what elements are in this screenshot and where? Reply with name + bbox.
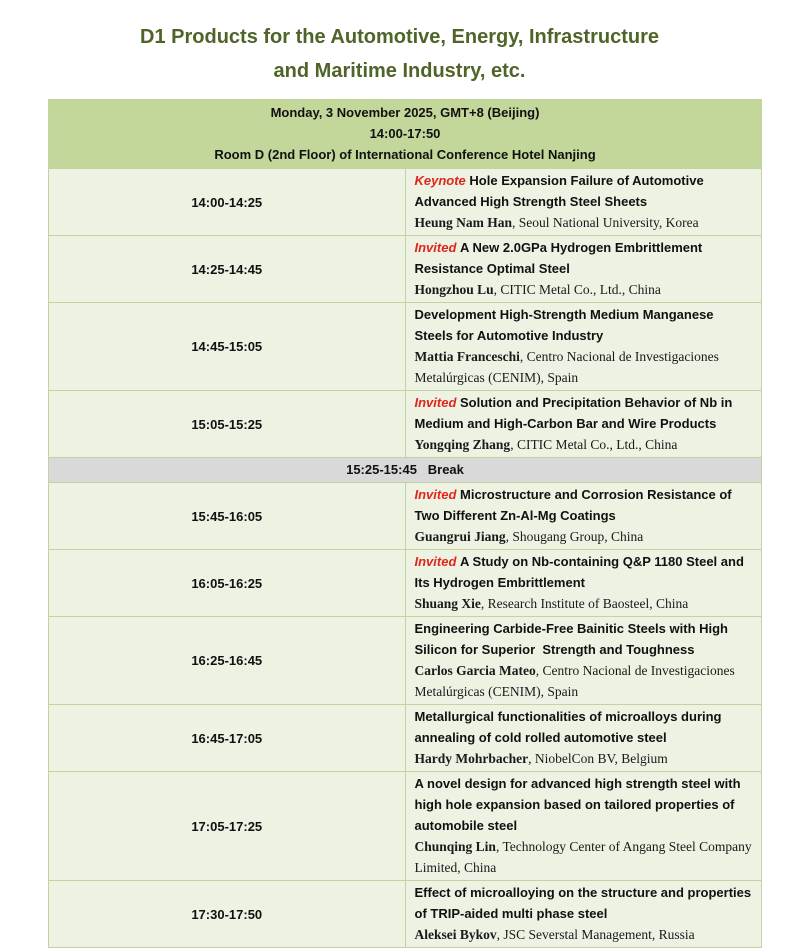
session-header-row — [49, 100, 762, 169]
table-row — [49, 705, 762, 772]
speaker-affiliation: , Centro Nacional de Investigaciones Metalúrgicas (CENIM), Spain — [414, 663, 735, 699]
speaker-name: Hongzhou Lu — [414, 282, 494, 297]
talk-title — [415, 618, 756, 660]
table-row — [49, 550, 762, 617]
session-header-cell — [49, 100, 762, 169]
table-row — [49, 391, 762, 458]
talk-speaker-line — [415, 593, 756, 614]
page-title — [0, 20, 799, 88]
talk-title-text: A New 2.0GPa Hydrogen Embrittlement Resistance Optimal Steel — [414, 240, 706, 276]
speaker-affiliation: , Research Institute of Baosteel, China — [480, 596, 689, 611]
talk-title — [415, 706, 756, 748]
talk-time: 15:05-15:25 — [49, 391, 406, 458]
speaker-name: Aleksei Bykov — [414, 927, 497, 942]
talk-tag: Invited — [414, 487, 461, 502]
table-row — [49, 772, 762, 881]
schedule-table — [48, 99, 762, 948]
speaker-name: Shuang Xie — [414, 596, 481, 611]
table-row — [49, 617, 762, 705]
talk-speaker-line — [415, 836, 756, 878]
talk-title — [415, 773, 756, 836]
talk-time: 17:30-17:50 — [49, 881, 406, 948]
talk-speaker-line — [415, 660, 756, 702]
session-room: Room D (2nd Floor) of International Conference Hotel Nanjing — [214, 147, 596, 162]
talk-time: 17:05-17:25 — [49, 772, 406, 881]
speaker-name: Heung Nam Han — [414, 215, 513, 230]
talk-title-text: Engineering Carbide-Free Bainitic Steels with High Silicon for Superior Strength and Toughness — [414, 621, 732, 657]
talk-time: 15:45-16:05 — [49, 483, 406, 550]
talk-speaker-line — [415, 434, 756, 455]
talk-speaker-line — [415, 748, 756, 769]
talk-time: 16:45-17:05 — [49, 705, 406, 772]
schedule-container — [48, 99, 762, 948]
speaker-name: Carlos Garcia Mateo — [414, 663, 536, 678]
talk-time: 16:25-16:45 — [49, 617, 406, 705]
talk-title — [415, 551, 756, 593]
page-title-line2: and Maritime Industry, etc. — [273, 60, 526, 82]
table-row — [49, 169, 762, 236]
talk-speaker-line — [415, 346, 756, 388]
talk-title — [415, 392, 756, 434]
speaker-affiliation: , JSC Severstal Management, Russia — [496, 927, 695, 942]
talk-time: 14:45-15:05 — [49, 303, 406, 391]
speaker-affiliation: , Centro Nacional de Investigaciones Metalúrgicas (CENIM), Spain — [414, 349, 719, 385]
talk-title-text: Metallurgical functionalities of microalloys during annealing of cold rolled automotive steel — [414, 709, 726, 745]
table-row — [49, 303, 762, 391]
talk-title-text: A novel design for advanced high strength steel with high hole expansion based on tailored properties of automobile steel — [414, 776, 745, 833]
speaker-affiliation: , NiobelCon BV, Belgium — [528, 751, 668, 766]
talk-time: 16:05-16:25 — [49, 550, 406, 617]
speaker-affiliation: , CITIC Metal Co., Ltd., China — [510, 437, 678, 452]
talk-title — [415, 304, 756, 346]
session-date: Monday, 3 November 2025, GMT+8 (Beijing) — [270, 105, 540, 120]
talk-speaker-line — [415, 212, 756, 233]
talk-title-text: Hole Expansion Failure of Automotive Advanced High Strength Steel Sheets — [414, 173, 707, 209]
speaker-affiliation: , Seoul National University, Korea — [512, 215, 699, 230]
speaker-name: Guangrui Jiang — [414, 529, 506, 544]
talk-title — [415, 170, 756, 212]
speaker-affiliation: , Technology Center of Angang Steel Company Limited, China — [414, 839, 752, 875]
talk-time: 14:00-14:25 — [49, 169, 406, 236]
table-row — [49, 881, 762, 948]
talk-time: 14:25-14:45 — [49, 236, 406, 303]
talk-speaker-line — [415, 279, 756, 300]
speaker-name: Mattia Franceschi — [414, 349, 520, 364]
talk-title-text: Effect of microalloying on the structure and properties of TRIP-aided multi phase steel — [414, 885, 755, 921]
talk-title-text: Microstructure and Corrosion Resistance of Two Different Zn-Al-Mg Coatings — [414, 487, 736, 523]
talk-tag: Invited — [414, 240, 461, 255]
table-row — [49, 236, 762, 303]
talk-title — [415, 484, 756, 526]
talk-tag: Keynote — [414, 173, 470, 188]
session-time-range: 14:00-17:50 — [369, 126, 441, 141]
page-title-line1: D1 Products for the Automotive, Energy, Infrastructure — [140, 26, 659, 48]
speaker-affiliation: , CITIC Metal Co., Ltd., China — [493, 282, 661, 297]
talk-tag: Invited — [414, 554, 461, 569]
table-row — [49, 483, 762, 550]
break-label: 15:25-15:45 Break — [49, 458, 762, 483]
talk-title-text: A Study on Nb-containing Q&P 1180 Steel and Its Hydrogen Embrittlement — [414, 554, 748, 590]
talk-speaker-line — [415, 526, 756, 547]
talk-title — [415, 882, 756, 924]
speaker-name: Chunqing Lin — [414, 839, 496, 854]
speaker-name: Hardy Mohrbacher — [414, 751, 529, 766]
break-row — [49, 458, 762, 483]
speaker-affiliation: , Shougang Group, China — [505, 529, 644, 544]
talk-title — [415, 237, 756, 279]
talk-tag: Invited — [414, 395, 461, 410]
talk-title-text: Solution and Precipitation Behavior of Nb in Medium and High-Carbon Bar and Wire Products — [414, 395, 736, 431]
talk-title-text: Development High-Strength Medium Manganese Steels for Automotive Industry — [414, 307, 718, 343]
speaker-name: Yongqing Zhang — [414, 437, 511, 452]
talk-speaker-line — [415, 924, 756, 945]
